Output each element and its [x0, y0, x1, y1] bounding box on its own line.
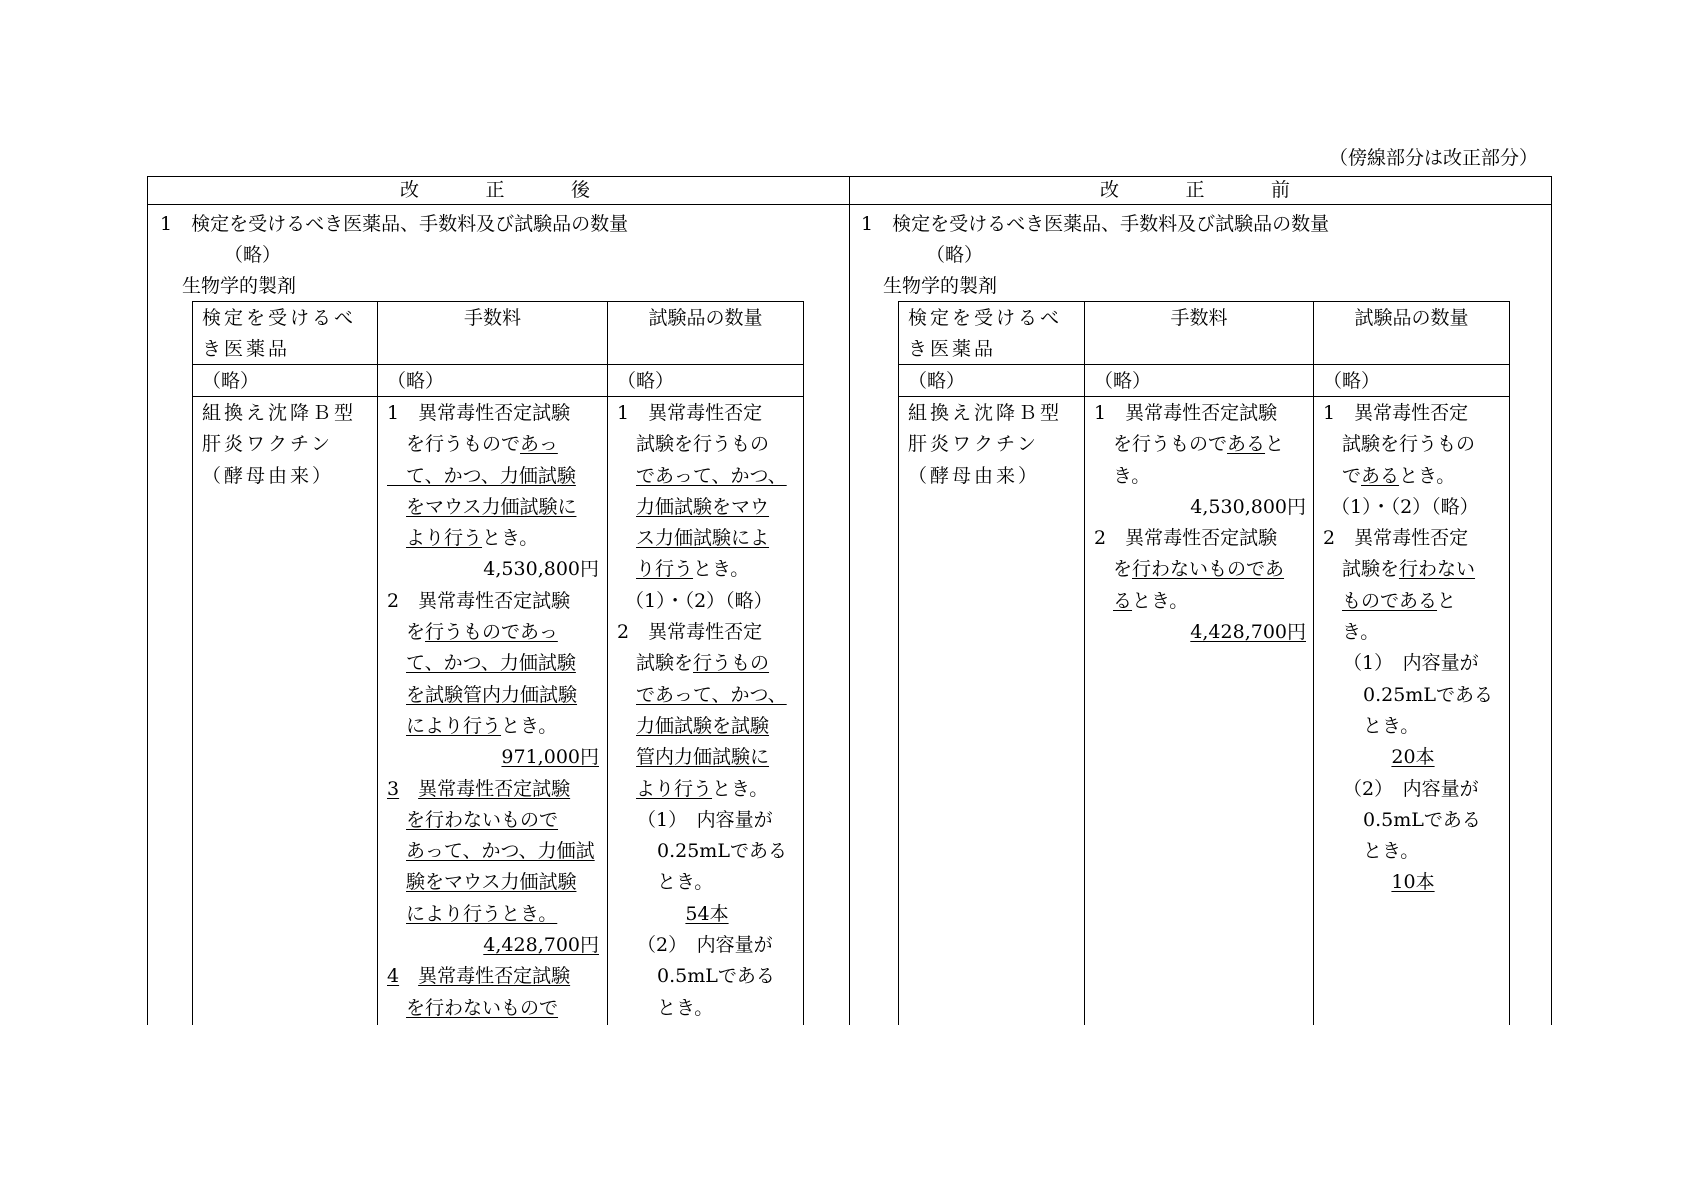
before-table-col1	[1084, 301, 1085, 1025]
after-fee-1-line2: を行うものであっ	[387, 433, 558, 456]
after-fee-4-line2: を行わないもので	[406, 996, 559, 1019]
after-fee-1-line1: 1 異常毒性否定試験	[387, 402, 571, 424]
after-table-col0	[192, 301, 193, 1025]
after-qty-2-sub2-line2: 0.5mLである	[657, 965, 775, 988]
after-product-text: 組換え沈降Ｂ型肝炎ワクチン（酵母由来）	[202, 402, 357, 487]
after-qty-2-sub1-label: （1） 内容量が	[637, 808, 773, 831]
before-fee-lines	[1094, 398, 1306, 648]
after-fee-3-line3: あって、かつ、力価試	[406, 840, 595, 863]
before-product-text: 組換え沈降Ｂ型肝炎ワクチン（酵母由来）	[908, 402, 1063, 487]
after-section-title: 1 検定を受けるべき医薬品、手数料及び試験品の数量	[160, 213, 629, 235]
before-qty-2-sub2-label: （2） 内容量が	[1343, 777, 1479, 800]
before-section-title: 1 検定を受けるべき医薬品、手数料及び試験品の数量	[861, 213, 1330, 235]
before-fee-2-amount: 4,428,700円	[1190, 621, 1306, 644]
after-table-col1	[377, 301, 378, 1025]
after-qty-2-sub1-line3: とき。	[657, 871, 714, 894]
before-table-col2	[1313, 301, 1314, 1025]
after-qty-2-line6: より行うとき。	[636, 777, 769, 800]
after-omit-fee: （略）	[387, 370, 445, 392]
after-fee-3-line1: 3 異常毒性否定試験	[387, 777, 571, 800]
before-th-product	[908, 303, 1080, 365]
after-fee-3-line4: 験をマウス力価試験	[406, 871, 577, 894]
before-omitted: （略）	[926, 244, 984, 266]
before-qty-1-line2: 試験を行うもの	[1323, 433, 1476, 456]
after-table-col2	[607, 301, 608, 1025]
after-th-fee: 手数料	[463, 307, 521, 329]
after-fee-lines	[387, 398, 599, 1024]
column-header-before	[1100, 176, 1300, 204]
after-fee-4-line1: 4 異常毒性否定試験	[387, 965, 571, 988]
before-th-qty: 試験品の数量	[1354, 307, 1469, 329]
amendment-note: （傍線部分は改正部分）	[1328, 147, 1538, 169]
after-th-qty: 試験品の数量	[648, 307, 763, 329]
after-subsection: 生物学的製剤	[182, 275, 297, 297]
frame-left	[147, 176, 148, 1025]
after-table-col3	[803, 301, 804, 1025]
after-fee-1-line3: て、かつ、力価試験	[387, 464, 576, 487]
after-fee-2-line2: を行うものであっ	[387, 621, 558, 644]
after-fee-2-line5: により行うとき。	[406, 714, 558, 737]
after-table-omitted-bottom	[192, 396, 804, 397]
after-omit-product: （略）	[202, 370, 260, 392]
after-qty-1-line5: ス力価試験によ	[636, 527, 770, 550]
before-fee-2-line1: 2 異常毒性否定試験	[1094, 527, 1278, 550]
after-product	[202, 398, 374, 492]
after-th-product-text: 検定を受けるべき医薬品	[202, 307, 357, 360]
before-th-fee: 手数料	[1170, 307, 1228, 329]
before-fee-1-line1: 1 異常毒性否定試験	[1094, 402, 1278, 424]
before-qty-1-sub: （1）・（2）（略）	[1331, 495, 1479, 518]
before-qty-2-sub1-label: （1） 内容量が	[1343, 652, 1479, 675]
after-qty-1-line3: であって、かつ、	[636, 464, 787, 487]
before-qty-1-line1: 1 異常毒性否定	[1323, 402, 1469, 424]
before-qty-2-line4: き。	[1323, 621, 1380, 644]
before-qty-lines	[1323, 398, 1503, 899]
before-table-omitted-bottom	[898, 396, 1510, 397]
after-fee-3-line5: により行うとき。	[406, 902, 558, 925]
frame-right	[1551, 176, 1552, 1025]
after-fee-2-line1: 2 異常毒性否定試験	[387, 589, 571, 612]
before-omit-product: （略）	[908, 370, 966, 392]
before-qty-2-sub1-line2: 0.25mLである	[1363, 683, 1493, 706]
before-omit-fee: （略）	[1094, 370, 1152, 392]
after-qty-1-line6: り行うとき。	[636, 558, 750, 581]
before-fee-1-line3: き。	[1094, 464, 1151, 487]
after-omitted: （略）	[224, 244, 282, 266]
after-qty-2-line2: 試験を行うもの	[617, 652, 770, 675]
before-product	[908, 398, 1080, 492]
after-qty-2-line1: 2 異常毒性否定	[617, 621, 763, 644]
before-fee-2-line3: るとき。	[1113, 589, 1189, 612]
before-fee-2-line2: を行わないものであ	[1094, 558, 1285, 581]
before-th-product-text: 検定を受けるべき医薬品	[908, 307, 1063, 360]
before-qty-2-sub1-line3: とき。	[1363, 714, 1420, 737]
after-fee-2-line3: て、かつ、力価試験	[406, 652, 576, 675]
after-fee-3-line2: を行わないもので	[406, 808, 559, 831]
before-qty-2-sub2-amount: 10本	[1391, 871, 1435, 894]
after-omit-qty: （略）	[617, 370, 675, 392]
before-table-col3	[1509, 301, 1510, 1025]
after-qty-2-line4: 力価試験を試験	[636, 714, 770, 737]
before-table-col0	[898, 301, 899, 1025]
column-header-after-text: 改 正 後	[400, 179, 590, 201]
after-table-top	[192, 301, 804, 302]
before-table-top	[898, 301, 1510, 302]
after-qty-2-line5: 管内力価試験に	[636, 746, 770, 769]
after-qty-1-line4: 力価試験をマウ	[636, 495, 770, 518]
after-qty-1-sub: （1）・（2）（略）	[625, 589, 773, 612]
after-qty-2-line3: であって、かつ、	[636, 683, 787, 706]
before-qty-2-line3: ものであると	[1342, 589, 1457, 612]
after-qty-2-sub2-label: （2） 内容量が	[637, 934, 773, 957]
before-omit-qty: （略）	[1323, 370, 1381, 392]
after-qty-2-sub1-amount: 54本	[685, 902, 729, 925]
before-qty-2-line2: 試験を行わない	[1323, 558, 1476, 581]
before-qty-1-line3: であるとき。	[1323, 464, 1456, 487]
after-qty-1-line1: 1 異常毒性否定	[617, 402, 763, 424]
after-qty-1-line2: 試験を行うもの	[617, 433, 770, 456]
before-fee-1-line2: を行うものであると	[1094, 433, 1285, 456]
after-fee-3-amount: 4,428,700円	[483, 934, 599, 957]
after-qty-lines	[617, 398, 797, 1024]
after-fee-1-amount: 4,530,800円	[483, 558, 599, 581]
after-fee-1-line4: をマウス力価試験に	[406, 495, 577, 518]
before-qty-2-line1: 2 異常毒性否定	[1323, 527, 1469, 550]
before-qty-2-sub2-line2: 0.5mLである	[1363, 808, 1481, 831]
frame-middle	[849, 176, 850, 1025]
after-fee-1-line5: より行うとき。	[406, 527, 539, 550]
before-fee-1-amount: 4,530,800円	[1190, 495, 1306, 518]
before-qty-2-sub2-line3: とき。	[1363, 840, 1420, 863]
before-qty-2-sub1-amount: 20本	[1391, 746, 1435, 769]
column-header-before-text: 改 正 前	[1100, 179, 1290, 201]
after-qty-2-sub2-line3: とき。	[657, 996, 714, 1019]
after-fee-2-amount: 971,000円	[501, 746, 599, 769]
before-subsection: 生物学的製剤	[883, 275, 998, 297]
after-qty-2-sub1-line2: 0.25mLである	[657, 840, 787, 863]
column-header-after	[400, 176, 600, 204]
after-th-product	[202, 303, 374, 365]
after-fee-2-line4: を試験管内力価試験	[406, 683, 578, 706]
